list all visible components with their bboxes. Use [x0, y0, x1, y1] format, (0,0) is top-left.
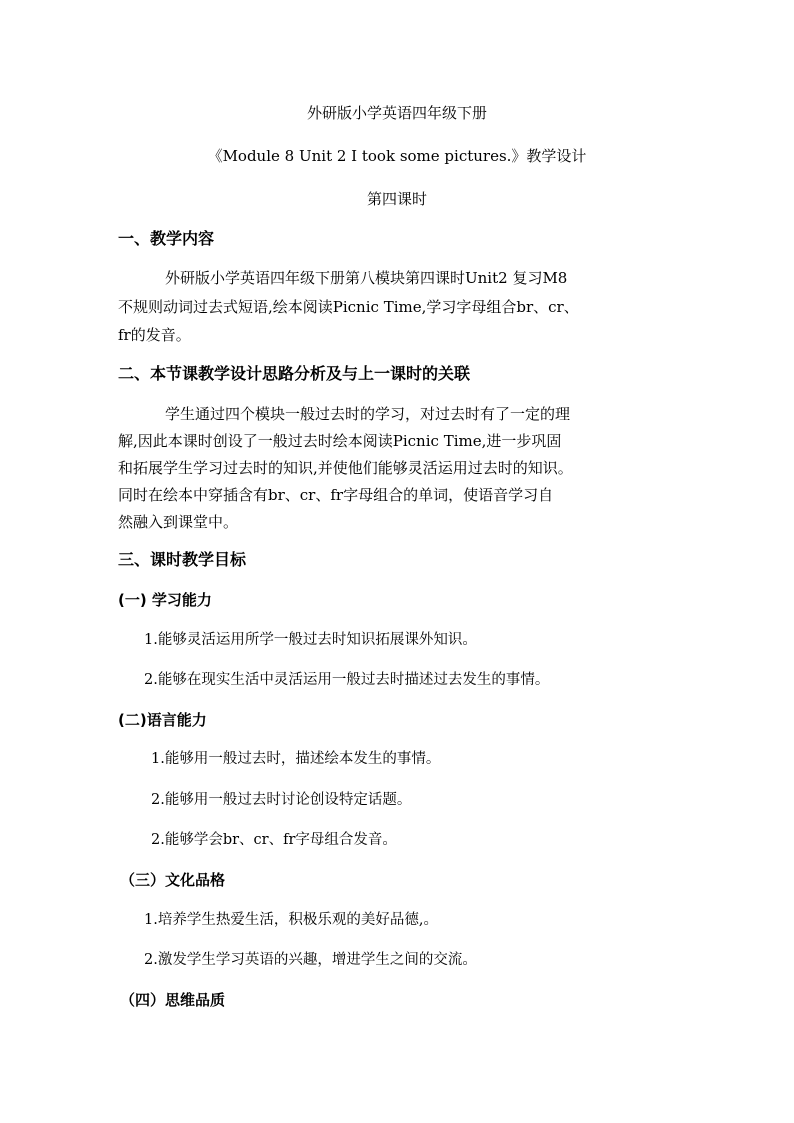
paragraph-line: 解,因此本课时创设了一般过去时绘本阅读Picnic Time,进一步巩固 — [118, 432, 562, 450]
subheading-learning-ability: (一) 学习能力 — [118, 591, 212, 609]
objective-item: 1.培养学生热爱生活，积极乐观的美好品德,。 — [144, 912, 438, 928]
section-heading-teaching-content: 一、教学内容 — [118, 229, 215, 248]
document-title: 外研版小学英语四年级下册 — [306, 104, 487, 122]
paragraph-line: 然融入到课堂中。 — [118, 513, 239, 531]
paragraph-line: fr的发音。 — [118, 326, 191, 344]
objective-item: 1.能够用一般过去时，描述绘本发生的事情。 — [151, 751, 441, 767]
subheading-thinking-quality: （四）思维品质 — [120, 991, 226, 1009]
objective-item: 2.能够用一般过去时讨论创设特定话题。 — [151, 792, 412, 808]
paragraph-line: 外研版小学英语四年级下册第八模块第四课时Unit2 复习M8 — [165, 269, 568, 287]
subheading-cultural-character: （三）文化品格 — [120, 871, 226, 889]
paragraph-line: 同时在绘本中穿插含有br、cr、fr字母组合的单词，使语音学习自 — [118, 486, 554, 504]
paragraph-line: 和拓展学生学习过去时的知识,并使他们能够灵活运用过去时的知识。 — [118, 459, 573, 477]
objective-item: 2.激发学生学习英语的兴趣，增进学生之间的交流。 — [144, 952, 477, 968]
objective-item: 2.能够在现实生活中灵活运用一般过去时描述过去发生的事情。 — [144, 672, 550, 688]
section-heading-design-analysis: 二、本节课教学设计思路分析及与上一课时的关联 — [118, 364, 471, 383]
objective-item: 1.能够灵活运用所学一般过去时知识拓展课外知识。 — [144, 632, 477, 648]
subheading-language-ability: (二)语言能力 — [118, 711, 207, 729]
lesson-label: 第四课时 — [366, 190, 427, 208]
objective-item: 2.能够学会br、cr、fr字母组合发音。 — [151, 832, 397, 848]
paragraph-line: 学生通过四个模块一般过去时的学习，对过去时有了一定的理 — [165, 405, 571, 423]
document-subtitle: 《Module 8 Unit 2 I took some pictures.》教学设计 — [207, 147, 587, 165]
paragraph-line: 不规则动词过去式短语,绘本阅读Picnic Time,学习字母组合br、cr、 — [118, 298, 579, 316]
section-heading-objectives: 三、课时教学目标 — [118, 550, 247, 569]
